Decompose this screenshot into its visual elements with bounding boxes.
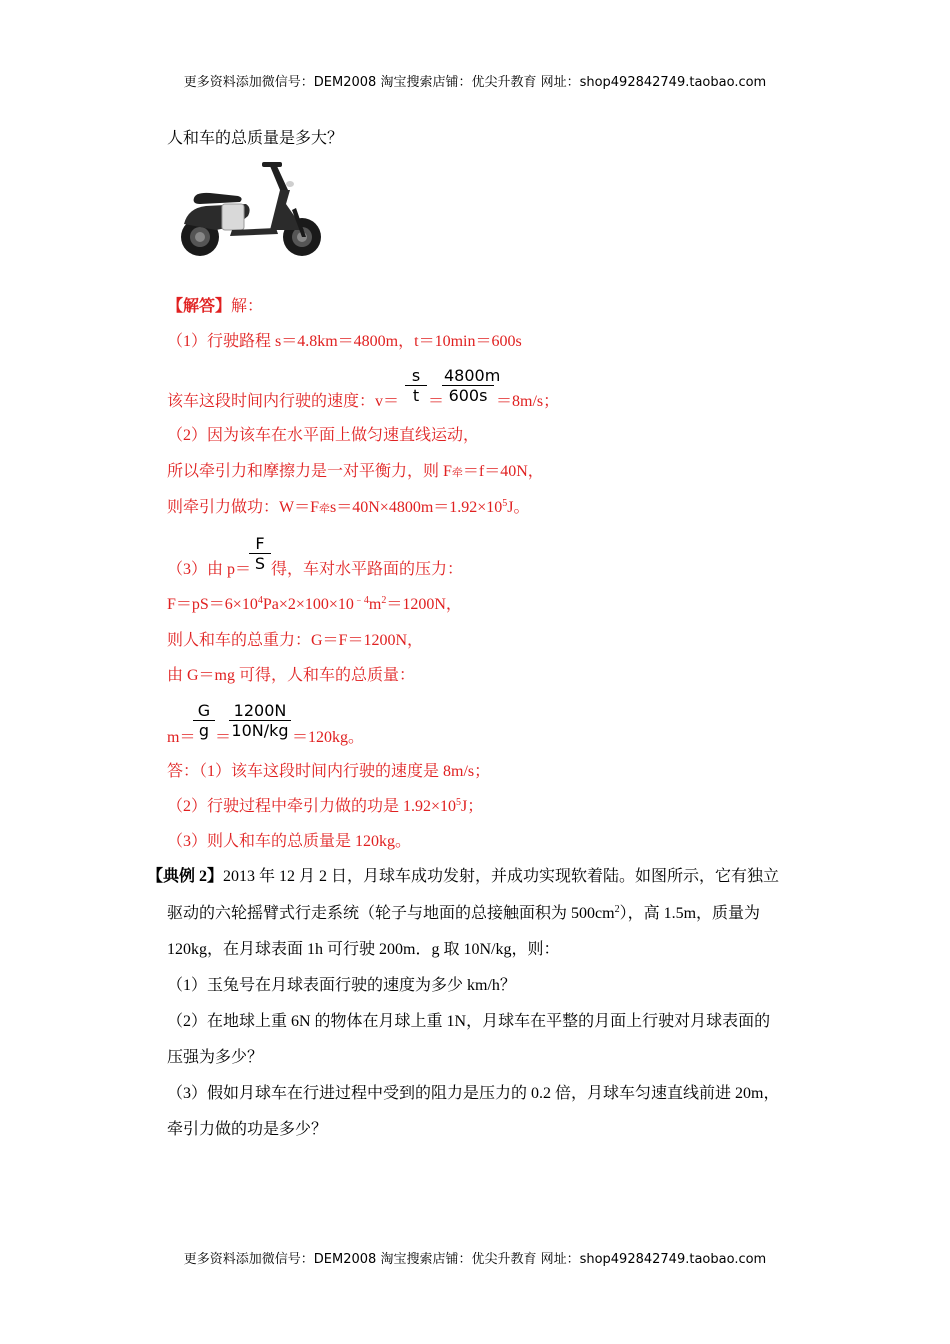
example2-q2: （2）在地球上重 6N 的物体在月球上重 1N，月球车在平整的月面上行驶对月球表面的 [167, 1013, 771, 1030]
answer-p4-text-2: s＝40N×4800m＝1.92×10 [330, 499, 503, 516]
example2-line1 [147, 867, 779, 887]
answer-conclusion-2 [167, 797, 483, 817]
fraction-denominator: 10N/kg [231, 721, 289, 740]
answer-p3-text-2: ＝f＝40N， [462, 463, 544, 480]
mass-equal-sign: ＝ [215, 729, 232, 746]
electric-scooter-icon [166, 160, 334, 260]
p5-prefix: （3）由 p＝ [167, 561, 252, 578]
speed-equal-sign: ＝ [428, 393, 445, 410]
fraction-numerator: 4800m [444, 366, 501, 385]
answer-p7: 则人和车的总重力：G＝F＝1200N， [167, 632, 424, 649]
answer-conclusion-1: 答：（1）该车这段时间内行驶的速度是 8m/s； [167, 763, 491, 780]
mass-suffix: ＝120kg。 [292, 729, 365, 746]
answer-p6-text-3: m [368, 596, 382, 613]
example2-q2-continued: 压强为多少？ [167, 1049, 264, 1066]
example2-line1-text: 2013 年 12 月 2 日，月球车成功发射，并成功实现软着陆。如图所示，它有独立 [223, 868, 780, 885]
p5-suffix: 得，车对水平路面的压力： [271, 561, 464, 578]
example2-line2-text-2: ），高 1.5m，质量为 [619, 905, 761, 922]
superscript: 5 [502, 498, 508, 509]
mass-prefix: m＝ [167, 729, 196, 746]
example2-line2 [167, 904, 760, 924]
answer-p2: （2）因为该车在水平面上做匀速直线运动， [167, 427, 480, 444]
mass-fraction-1 [193, 701, 215, 740]
answer-heading [167, 297, 263, 317]
answer-heading-label: 【解答】 [167, 298, 232, 315]
subscript: 牵 [451, 467, 463, 479]
fraction-denominator: g [198, 721, 210, 740]
answer-conclusion-2-text-2: J； [461, 798, 484, 815]
fraction-numerator: s [405, 366, 427, 386]
superscript: 2 [614, 904, 620, 915]
speed-prefix: 该车这段时间内行驶的速度：v＝ [167, 393, 400, 410]
answer-p4-text: 则牵引力做功：W＝F [167, 499, 320, 516]
subscript: 牵 [319, 503, 331, 515]
answer-conclusion-3: （3）则人和车的总质量是 120kg。 [167, 833, 412, 850]
superscript: 2 [381, 595, 387, 606]
answer-p6 [167, 595, 462, 615]
speed-suffix: ＝8m/s； [496, 393, 560, 410]
example2-line2-text: 驱动的六轮摇臂式行走系统（轮子与地面的总接触面积为 500cm [167, 905, 615, 922]
question-tail: 人和车的总质量是多大？ [167, 130, 344, 147]
answer-p4 [167, 498, 530, 519]
page-header: 更多资料添加微信号：DEM2008 淘宝搜索店铺：优尖升教育 网址：shop492842749.taobao.com [183, 75, 767, 90]
answer-p6-text: F＝pS＝6×10 [167, 596, 258, 613]
fraction-denominator: S [254, 554, 266, 573]
example2-q1: （1）玉兔号在月球表面行驶的速度为多少 km/h？ [167, 977, 516, 994]
answer-p8: 由 G＝mg 可得，人和车的总质量： [167, 667, 416, 684]
superscript: 4 [257, 595, 263, 606]
superscript: ﹣4 [353, 595, 369, 606]
speed-fraction-1 [405, 366, 427, 405]
fraction-denominator: 600s [448, 386, 488, 405]
answer-p4-text-3: J。 [507, 499, 530, 516]
answer-heading-tail: 解： [231, 298, 264, 315]
pressure-fraction [249, 534, 271, 573]
scooter-image [166, 160, 334, 260]
example2-label: 【典例 2】 [147, 868, 224, 885]
speed-fraction-2 [442, 366, 501, 405]
fraction-denominator: t [412, 386, 420, 405]
fraction-numerator: 1200N [229, 701, 291, 721]
example2-q3: （3）假如月球车在行进过程中受到的阻力是压力的 0.2 倍，月球车匀速直线前进 20m， [167, 1085, 780, 1102]
answer-p1: （1）行驶路程 s＝4.8km＝4800m，t＝10min＝600s [167, 333, 522, 350]
page-footer: 更多资料添加微信号：DEM2008 淘宝搜索店铺：优尖升教育 网址：shop492842749.taobao.com [183, 1252, 767, 1267]
answer-conclusion-2-text: （2）行驶过程中牵引力做的功是 1.92×10 [167, 798, 457, 815]
answer-p6-text-2: Pa×2×100×10 [262, 596, 354, 613]
fraction-numerator: F [249, 534, 271, 554]
mass-fraction-2 [229, 701, 291, 740]
answer-p6-text-4: ＝1200N， [386, 596, 462, 613]
answer-p3-text: 所以牵引力和摩擦力是一对平衡力，则 F [167, 463, 452, 480]
example2-line3: 120kg，在月球表面 1h 可行驶 200m．g 取 10N/kg，则： [167, 941, 560, 958]
fraction-numerator: G [193, 701, 215, 721]
superscript: 5 [456, 797, 462, 808]
answer-p3 [167, 462, 544, 483]
example2-q3-continued: 牵引力做的功是多少？ [167, 1121, 328, 1138]
